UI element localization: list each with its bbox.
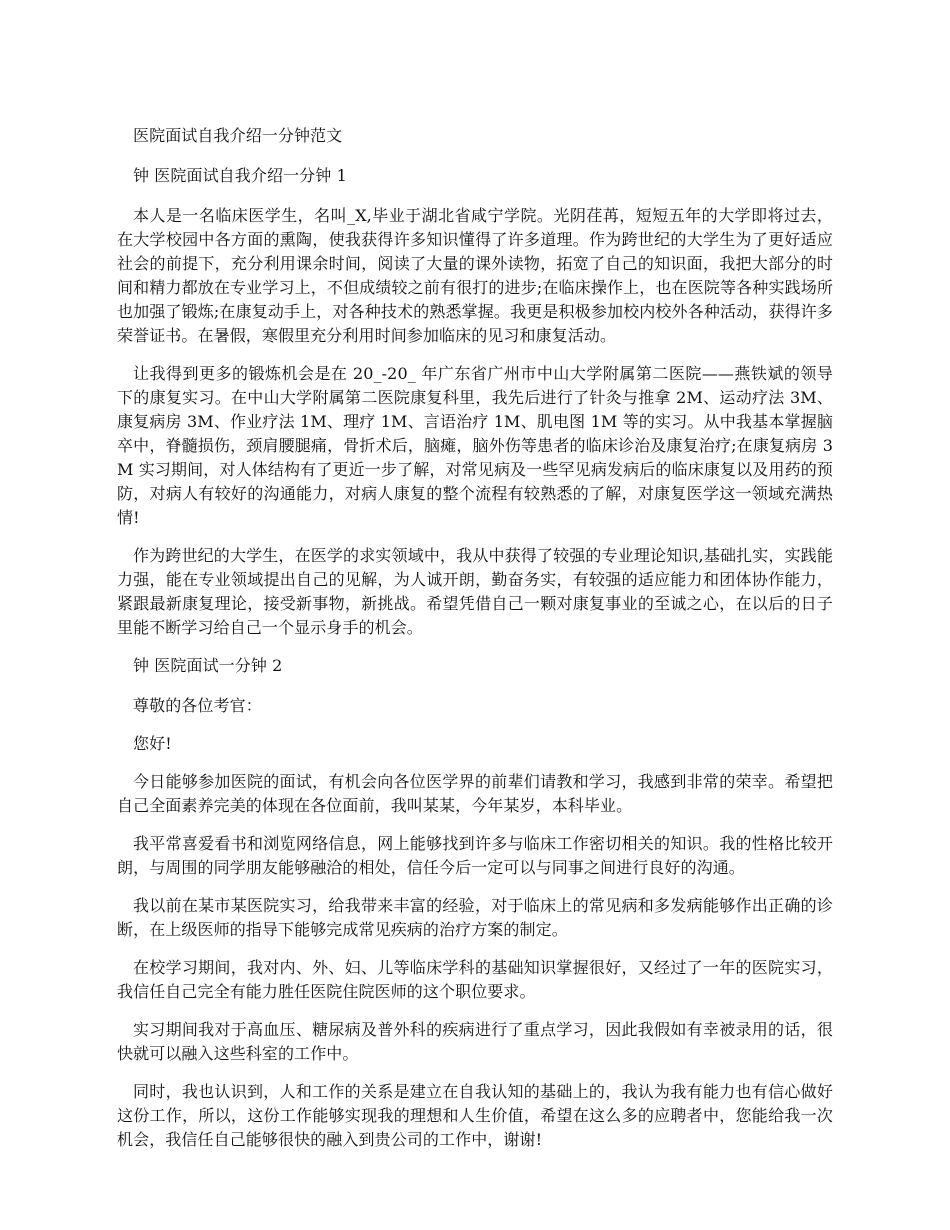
document-body xyxy=(117,124,833,1166)
paragraph: 在校学习期间，我对内、外、妇、儿等临床学科的基础知识掌握很好，又经过了一年的医院实习，我信任自己完全有能力胜任医院住院医师的这个职位要求。 xyxy=(117,958,833,1001)
greeting: 您好! xyxy=(133,734,172,753)
paragraph: 我以前在某市某医院实习，给我带来丰富的经验，对于临床上的常见病和多发病能够作出正确的诊断，在上级医师的指导下能够完成常见疾病的治疗方案的制定。 xyxy=(117,896,833,939)
paragraph: 今日能够参加医院的面试，有机会向各位医学界的前辈们请教和学习，我感到非常的荣幸。希望把自己全面素养完美的体现在各位面前，我叫某某，今年某岁，本科毕业。 xyxy=(117,772,833,815)
paragraph: 本人是一名临床医学生，名叫_X,毕业于湖北省咸宁学院。光阴荏苒，短短五年的大学即将过去，在大学校园中各方面的熏陶，使我获得许多知识懂得了许多道理。作为跨世纪的大学生为了更好适应社会的前提下，充分利用课余时间，阅读了大量的课外读物，拓宽了自己的知识面，我把大部分的时间和精力都放在专业学习上，不但成绩较之前有很打的进步;在临床操作上，也在医院等各种实践场所也加强了锻炼;在康复动手上，对各种技术的熟悉掌握。我更是积极参加校内校外各种活动，获得许多荣誉证书。在暑假，寒假里充分利用时间参加临床的见习和康复活动。 xyxy=(117,206,833,345)
section-1-heading: 钟 医院面试自我介绍一分钟 1 xyxy=(133,166,347,185)
document-title: 医院面试自我介绍一分钟范文 xyxy=(133,126,343,145)
section-2-heading: 钟 医院面试一分钟 2 xyxy=(133,656,283,675)
paragraph: 让我得到更多的锻炼机会是在 20_-20_ 年广东省广州市中山大学附属第二医院——燕铁斌的领导下的康复实习。在中山大学附属第二医院康复科里，我先后进行了针灸与推拿 2M、运动疗法 3M、康复病房 3M、作业疗法 1M、理疗 1M、言语治疗 1M、肌电图 1M 等的实习。从中我基本掌握脑卒中，脊髓损伤，颈肩腰腿痛，骨折术后，脑瘫，脑外伤等患者的临床诊治及康复治疗;在康复病房 3M 实习期间，对人体结构有了更近一步了解，对常见病及一些罕见病发病后的临床康复以及用药的预防，对病人有较好的沟通能力，对病人康复的整个流程有较熟悉的了解，对康复医学这一领域充满热情! xyxy=(117,364,833,527)
paragraph: 实习期间我对于高血压、糖尿病及普外科的疾病进行了重点学习，因此我假如有幸被录用的话，很快就可以融入这些科室的工作中。 xyxy=(117,1020,833,1063)
paragraph: 同时，我也认识到，人和工作的关系是建立在自我认知的基础上的，我认为我有能力也有信心做好这份工作，所以，这份工作能够实现我的理想和人生价值，希望在这么多的应聘者中，您能给我一次机会，我信任自己能够很快的融入到贵公司的工作中，谢谢! xyxy=(117,1082,833,1149)
paragraph: 我平常喜爱看书和浏览网络信息，网上能够找到许多与临床工作密切相关的知识。我的性格比较开朗，与周围的同学朋友能够融洽的相处，信任今后一定可以与同事之间进行良好的沟通。 xyxy=(117,834,833,877)
paragraph: 作为跨世纪的大学生，在医学的求实领域中，我从中获得了较强的专业理论知识,基础扎实，实践能力强，能在专业领域提出自己的见解，为人诚开朗，勤奋务实，有较强的适应能力和团体协作能力，紧跟最新康复理论，接受新事物，新挑战。希望凭借自己一颗对康复事业的至诚之心，在以后的日子里能不断学习给自己一个显示身手的机会。 xyxy=(117,546,833,637)
salutation: 尊敬的各位考官： xyxy=(133,696,262,715)
